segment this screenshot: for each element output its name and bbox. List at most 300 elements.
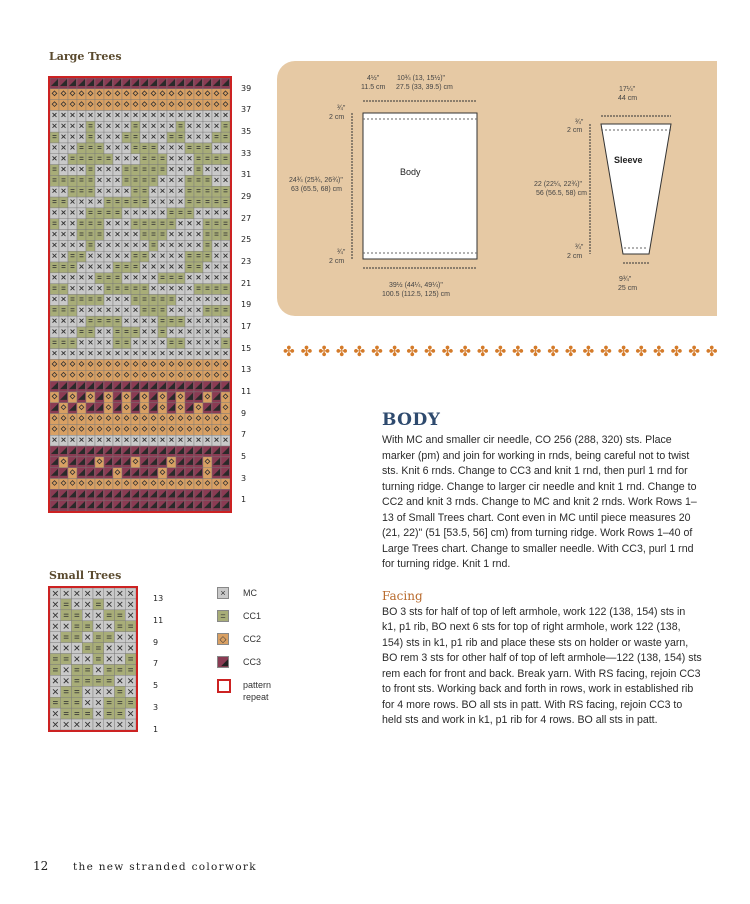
chart-cell-cc1: [113, 316, 122, 327]
chart-cell-cc1: [86, 219, 95, 230]
small-trees-chart: [48, 586, 138, 737]
schematic-panel: [277, 61, 717, 316]
chart-cell-mc: [149, 186, 158, 197]
chart-cell-cc3: [185, 392, 194, 403]
chart-cell-mc: [176, 175, 185, 186]
chart-cell-cc1: [158, 165, 167, 176]
body-top-right-in: 10¾ (13, 15½)": [397, 75, 446, 82]
chart-cell-mc: [158, 240, 167, 251]
chart-cell-cc1: [50, 284, 59, 295]
chart-cell-cc2: [194, 414, 203, 425]
row-label: 33: [241, 148, 252, 158]
chart-cell-cc1: [221, 121, 230, 132]
body-height-cm: 63 (65.5, 68) cm: [291, 186, 342, 193]
chart-cell-cc1: [113, 197, 122, 208]
chart-cell-mc: [113, 349, 122, 360]
chart-cell-cc2: [59, 457, 68, 468]
chart-cell-cc2: [176, 424, 185, 435]
chart-cell-cc3: [113, 78, 122, 89]
chart-cell-mc: [50, 240, 59, 251]
chart-cell-mc: [131, 338, 140, 349]
chart-cell-mc: [50, 708, 61, 719]
sleeve-length-cm: 56 (56.5, 58) cm: [536, 190, 587, 197]
chart-cell-cc2: [95, 100, 104, 111]
chart-cell-mc: [59, 251, 68, 262]
chart-cell-mc: [77, 121, 86, 132]
chart-cell-cc1: [50, 219, 59, 230]
chart-cell-cc1: [68, 305, 77, 316]
chart-cell-cc3: [149, 489, 158, 500]
legend-label: MC: [243, 588, 257, 598]
chart-cell-mc: [221, 349, 230, 360]
chart-cell-mc: [50, 327, 59, 338]
chart-cell-cc1: [115, 708, 126, 719]
chart-cell-cc3: [194, 457, 203, 468]
chart-cell-cc1: [221, 230, 230, 241]
chart-cell-cc3: [167, 381, 176, 392]
chart-cell-cc3: [140, 500, 149, 511]
row-label: 35: [241, 127, 252, 137]
chart-cell-mc: [86, 251, 95, 262]
chart-cell-cc2: [212, 479, 221, 490]
chart-cell-cc1: [140, 295, 149, 306]
chart-cell-mc: [212, 251, 221, 262]
row-label: 1: [241, 495, 247, 505]
chart-cell-cc3: [203, 446, 212, 457]
chart-cell-cc1: [131, 327, 140, 338]
chart-cell-cc1: [185, 262, 194, 273]
chart-cell-cc2: [212, 100, 221, 111]
chart-cell-cc1: [115, 664, 126, 675]
chart-cell-cc3: [95, 381, 104, 392]
chart-cell-mc: [68, 143, 77, 154]
chart-cell-cc2: [50, 424, 59, 435]
chart-cell-cc1: [104, 664, 115, 675]
chart-cell-mc: [149, 121, 158, 132]
chart-cell-mc: [176, 154, 185, 165]
chart-cell-cc1: [212, 230, 221, 241]
chart-cell-mc: [50, 121, 59, 132]
chart-cell-cc3: [122, 468, 131, 479]
chart-cell-mc: [149, 435, 158, 446]
chart-cell-mc: [104, 186, 113, 197]
chart-cell-cc1: [86, 154, 95, 165]
chart-cell-cc2: [185, 359, 194, 370]
chart-cell-cc2: [86, 370, 95, 381]
chart-cell-mc: [104, 295, 113, 306]
chart-cell-cc2: [131, 457, 140, 468]
chart-cell-mc: [72, 599, 83, 610]
chart-cell-cc1: [203, 230, 212, 241]
chart-cell-cc2: [149, 414, 158, 425]
chart-cell-mc: [212, 110, 221, 121]
chart-cell-cc3: [104, 489, 113, 500]
chart-cell-mc: [82, 588, 93, 599]
chart-cell-cc1: [131, 165, 140, 176]
large-trees-grid: [48, 76, 232, 513]
chart-cell-mc: [158, 175, 167, 186]
chart-cell-mc: [95, 349, 104, 360]
chart-cell-cc1: [50, 338, 59, 349]
chart-cell-mc: [176, 284, 185, 295]
chart-cell-cc1: [104, 273, 113, 284]
chart-cell-cc2: [176, 392, 185, 403]
chart-cell-mc: [212, 295, 221, 306]
chart-cell-cc1: [140, 186, 149, 197]
chart-cell-mc: [203, 262, 212, 273]
chart-cell-cc1: [77, 230, 86, 241]
chart-cell-cc1: [50, 697, 61, 708]
chart-cell-mc: [140, 435, 149, 446]
chart-cell-mc: [194, 208, 203, 219]
chart-cell-cc1: [95, 295, 104, 306]
chart-cell-mc: [122, 143, 131, 154]
chart-cell-mc: [158, 349, 167, 360]
chart-cell-mc: [131, 230, 140, 241]
chart-cell-mc: [72, 588, 83, 599]
chart-cell-mc: [104, 588, 115, 599]
row-label: 9: [241, 408, 247, 418]
chart-cell-cc3: [86, 446, 95, 457]
chart-cell-cc1: [50, 165, 59, 176]
chart-cell-mc: [185, 349, 194, 360]
chart-cell-cc2: [77, 89, 86, 100]
chart-cell-cc2: [104, 479, 113, 490]
chart-cell-mc: [68, 316, 77, 327]
chart-cell-mc: [203, 273, 212, 284]
chart-cell-mc: [68, 121, 77, 132]
chart-cell-mc: [122, 295, 131, 306]
chart-cell-cc1: [212, 186, 221, 197]
chart-cell-mc: [122, 240, 131, 251]
chart-cell-cc1: [82, 675, 93, 686]
chart-cell-cc3: [131, 381, 140, 392]
chart-cell-cc1: [140, 230, 149, 241]
chart-cell-cc2: [212, 424, 221, 435]
chart-cell-mc: [131, 154, 140, 165]
chart-cell-cc1: [221, 338, 230, 349]
chart-cell-mc: [221, 273, 230, 284]
chart-cell-cc3: [68, 381, 77, 392]
chart-cell-mc: [176, 295, 185, 306]
chart-cell-cc3: [158, 446, 167, 457]
chart-cell-cc1: [185, 143, 194, 154]
chart-cell-cc2: [194, 359, 203, 370]
chart-cell-cc3: [221, 457, 230, 468]
chart-cell-cc3: [185, 489, 194, 500]
chart-cell-cc3: [149, 392, 158, 403]
chart-cell-mc: [122, 251, 131, 262]
chart-cell-mc: [113, 186, 122, 197]
chart-cell-mc: [140, 349, 149, 360]
chart-cell-mc: [77, 262, 86, 273]
chart-cell-cc1: [68, 251, 77, 262]
chart-cell-cc2: [95, 89, 104, 100]
chart-cell-mc: [176, 143, 185, 154]
chart-cell-cc1: [59, 338, 68, 349]
chart-cell-mc: [176, 186, 185, 197]
chart-cell-mc: [113, 230, 122, 241]
chart-cell-mc: [185, 435, 194, 446]
chart-cell-mc: [158, 121, 167, 132]
chart-cell-cc3: [131, 446, 140, 457]
chart-cell-mc: [194, 349, 203, 360]
chart-cell-cc1: [167, 338, 176, 349]
chart-cell-cc3: [212, 446, 221, 457]
chart-cell-cc2: [176, 403, 185, 414]
chart-cell-mc: [131, 208, 140, 219]
chart-cell-mc: [194, 305, 203, 316]
chart-cell-mc: [212, 435, 221, 446]
chart-cell-mc: [77, 197, 86, 208]
chart-cell-cc1: [115, 610, 126, 621]
chart-cell-cc3: [221, 489, 230, 500]
chart-cell-cc3: [104, 446, 113, 457]
chart-cell-cc2: [50, 414, 59, 425]
chart-cell-mc: [95, 327, 104, 338]
chart-cell-mc: [59, 327, 68, 338]
chart-cell-cc2: [158, 370, 167, 381]
chart-cell-cc2: [140, 370, 149, 381]
chart-cell-cc1: [221, 132, 230, 143]
chart-cell-cc3: [149, 457, 158, 468]
chart-cell-cc2: [122, 89, 131, 100]
chart-cell-mc: [61, 643, 72, 654]
chart-cell-cc2: [113, 479, 122, 490]
chart-cell-cc2: [113, 359, 122, 370]
chart-cell-cc1: [158, 316, 167, 327]
body-width-cm: 100.5 (112.5, 125) cm: [382, 291, 450, 298]
chart-cell-cc3: [77, 381, 86, 392]
chart-cell-cc1: [167, 316, 176, 327]
chart-cell-cc2: [149, 479, 158, 490]
decorative-divider: ✤ ✤ ✤ ✤ ✤ ✤ ✤ ✤ ✤ ✤ ✤ ✤ ✤ ✤ ✤ ✤ ✤ ✤ ✤ ✤ ✤ ✤ ✤ ✤ ✤: [283, 343, 719, 359]
chart-cell-cc1: [125, 654, 136, 665]
chart-cell-cc3: [158, 78, 167, 89]
chart-cell-mc: [194, 230, 203, 241]
chart-cell-cc1: [93, 599, 104, 610]
chart-cell-mc: [50, 675, 61, 686]
chart-cell-mc: [104, 219, 113, 230]
chart-cell-mc: [59, 230, 68, 241]
chart-cell-mc: [104, 305, 113, 316]
chart-cell-mc: [167, 110, 176, 121]
chart-cell-mc: [125, 686, 136, 697]
row-label: 31: [241, 170, 252, 180]
chart-cell-mc: [104, 435, 113, 446]
chart-cell-cc3: [140, 78, 149, 89]
chart-cell-mc: [82, 686, 93, 697]
chart-cell-mc: [131, 110, 140, 121]
chart-cell-mc: [113, 143, 122, 154]
chart-cell-mc: [131, 316, 140, 327]
chart-cell-cc1: [77, 327, 86, 338]
chart-cell-cc2: [113, 424, 122, 435]
chart-cell-mc: [50, 143, 59, 154]
chart-cell-cc2: [59, 424, 68, 435]
chart-cell-cc3: [149, 468, 158, 479]
chart-cell-mc: [50, 110, 59, 121]
chart-cell-cc2: [221, 370, 230, 381]
chart-cell-cc2: [212, 89, 221, 100]
chart-cell-cc1: [140, 284, 149, 295]
sleeve-hem-top-in: ¾": [575, 119, 584, 126]
chart-cell-mc: [115, 719, 126, 730]
chart-cell-cc3: [212, 500, 221, 511]
chart-cell-cc1: [176, 338, 185, 349]
chart-cell-mc: [158, 435, 167, 446]
chart-cell-cc3: [140, 457, 149, 468]
chart-cell-cc1: [176, 121, 185, 132]
chart-cell-cc3: [194, 489, 203, 500]
chart-cell-mc: [68, 208, 77, 219]
chart-cell-cc3: [68, 78, 77, 89]
chart-cell-cc3: [122, 489, 131, 500]
chart-cell-cc3: [59, 500, 68, 511]
chart-cell-mc: [77, 316, 86, 327]
chart-cell-cc1: [203, 240, 212, 251]
chart-cell-mc: [59, 208, 68, 219]
chart-cell-cc1: [68, 338, 77, 349]
chart-cell-mc: [176, 435, 185, 446]
chart-cell-mc: [185, 273, 194, 284]
chart-cell-cc2: [194, 479, 203, 490]
chart-cell-mc: [61, 588, 72, 599]
chart-cell-mc: [158, 338, 167, 349]
chart-cell-cc2: [149, 370, 158, 381]
chart-cell-cc3: [158, 500, 167, 511]
body-width-in: 39½ (44¼, 49¼)": [389, 282, 443, 289]
chart-cell-mc: [68, 240, 77, 251]
chart-cell-cc3: [167, 78, 176, 89]
chart-cell-cc3: [104, 500, 113, 511]
chart-cell-cc2: [104, 89, 113, 100]
small-trees-row-labels: [153, 586, 173, 732]
chart-cell-cc1: [149, 305, 158, 316]
chart-cell-cc2: [158, 468, 167, 479]
chart-cell-mc: [95, 197, 104, 208]
chart-cell-cc3: [86, 78, 95, 89]
chart-cell-cc1: [212, 219, 221, 230]
chart-legend: [217, 587, 337, 707]
chart-cell-cc2: [158, 392, 167, 403]
chart-cell-mc: [72, 719, 83, 730]
chart-cell-mc: [167, 305, 176, 316]
chart-cell-mc: [113, 295, 122, 306]
chart-cell-cc2: [185, 100, 194, 111]
chart-cell-cc3: [122, 457, 131, 468]
chart-cell-cc1: [50, 132, 59, 143]
body-top-left-in: 4½": [367, 75, 380, 82]
chart-cell-mc: [194, 121, 203, 132]
chart-cell-cc3: [167, 500, 176, 511]
chart-cell-cc2: [113, 468, 122, 479]
chart-cell-mc: [212, 175, 221, 186]
chart-cell-mc: [203, 338, 212, 349]
chart-cell-cc1: [61, 599, 72, 610]
chart-cell-cc2: [59, 403, 68, 414]
chart-cell-cc2: [104, 392, 113, 403]
chart-cell-mc: [61, 719, 72, 730]
chart-cell-mc: [86, 305, 95, 316]
row-label: 17: [241, 321, 252, 331]
chart-cell-cc1: [95, 143, 104, 154]
chart-cell-cc3: [212, 457, 221, 468]
chart-cell-mc: [185, 338, 194, 349]
chart-cell-cc2: [221, 359, 230, 370]
chart-cell-cc2: [221, 403, 230, 414]
chart-cell-cc2: [167, 457, 176, 468]
chart-cell-cc1: [72, 621, 83, 632]
chart-cell-cc1: [140, 165, 149, 176]
chart-cell-cc2: [95, 457, 104, 468]
chart-cell-cc2: [122, 403, 131, 414]
chart-cell-mc: [167, 240, 176, 251]
chart-cell-cc3: [77, 78, 86, 89]
chart-cell-cc1: [77, 219, 86, 230]
chart-cell-cc1: [194, 251, 203, 262]
chart-cell-cc3: [221, 78, 230, 89]
chart-cell-mc: [140, 338, 149, 349]
chart-cell-mc: [212, 165, 221, 176]
chart-cell-cc2: [104, 403, 113, 414]
chart-cell-mc: [194, 435, 203, 446]
chart-cell-mc: [93, 664, 104, 675]
chart-cell-cc3: [122, 446, 131, 457]
chart-cell-mc: [122, 316, 131, 327]
chart-cell-mc: [68, 132, 77, 143]
row-label: 9: [153, 637, 159, 647]
sleeve-top-in: 17¼": [619, 86, 636, 93]
body-paragraph: With MC and smaller cir needle, CO 256 (288, 320) sts. Place marker (pm) and join for working in rnds, being careful not to twist sts. Knit 6 rnds. Change to CC3 and knit 1 rnd, then purl 1 rnd for turning ridge. Change to larger cir needle and knit 1 rnd. Change to CC2 and knit 3 rnds. Change to MC and knit 2 rnds. Work Rows 1–13 of Small Trees chart. Cont even in MC until piece measures 20 (21, 22)" (51 [53.5, 56] cm) from turning ridge. Work Rows 1–40 of Large Trees chart. Change to smaller needle. With CC3, purl 1 rnd for turning ridge. Knit 1 rnd.: [382, 434, 697, 570]
chart-cell-mc: [59, 110, 68, 121]
chart-cell-cc3: [203, 489, 212, 500]
chart-cell-mc: [113, 154, 122, 165]
chart-cell-cc1: [194, 186, 203, 197]
chart-cell-mc: [104, 643, 115, 654]
chart-cell-mc: [68, 273, 77, 284]
chart-cell-mc: [77, 273, 86, 284]
chart-cell-cc3: [167, 468, 176, 479]
chart-cell-cc2: [77, 359, 86, 370]
chart-cell-cc2: [68, 370, 77, 381]
chart-cell-cc2: [86, 359, 95, 370]
chart-cell-cc2: [203, 89, 212, 100]
chart-cell-mc: [113, 240, 122, 251]
chart-cell-cc3: [212, 392, 221, 403]
row-label: 21: [241, 278, 252, 288]
chart-cell-cc1: [77, 143, 86, 154]
chart-cell-mc: [86, 435, 95, 446]
chart-cell-mc: [131, 349, 140, 360]
body-hem-bottom-cm: 2 cm: [329, 258, 345, 265]
chart-cell-cc2: [185, 414, 194, 425]
chart-cell-mc: [59, 219, 68, 230]
chart-cell-cc1: [149, 295, 158, 306]
chart-cell-cc1: [122, 197, 131, 208]
chart-cell-mc: [185, 305, 194, 316]
chart-cell-cc1: [140, 175, 149, 186]
chart-cell-mc: [125, 708, 136, 719]
chart-cell-cc2: [176, 359, 185, 370]
chart-cell-mc: [50, 599, 61, 610]
chart-cell-mc: [93, 686, 104, 697]
chart-cell-mc: [149, 262, 158, 273]
chart-cell-mc: [158, 110, 167, 121]
chart-cell-cc2: [203, 392, 212, 403]
chart-cell-mc: [104, 654, 115, 665]
chart-cell-cc1: [203, 175, 212, 186]
